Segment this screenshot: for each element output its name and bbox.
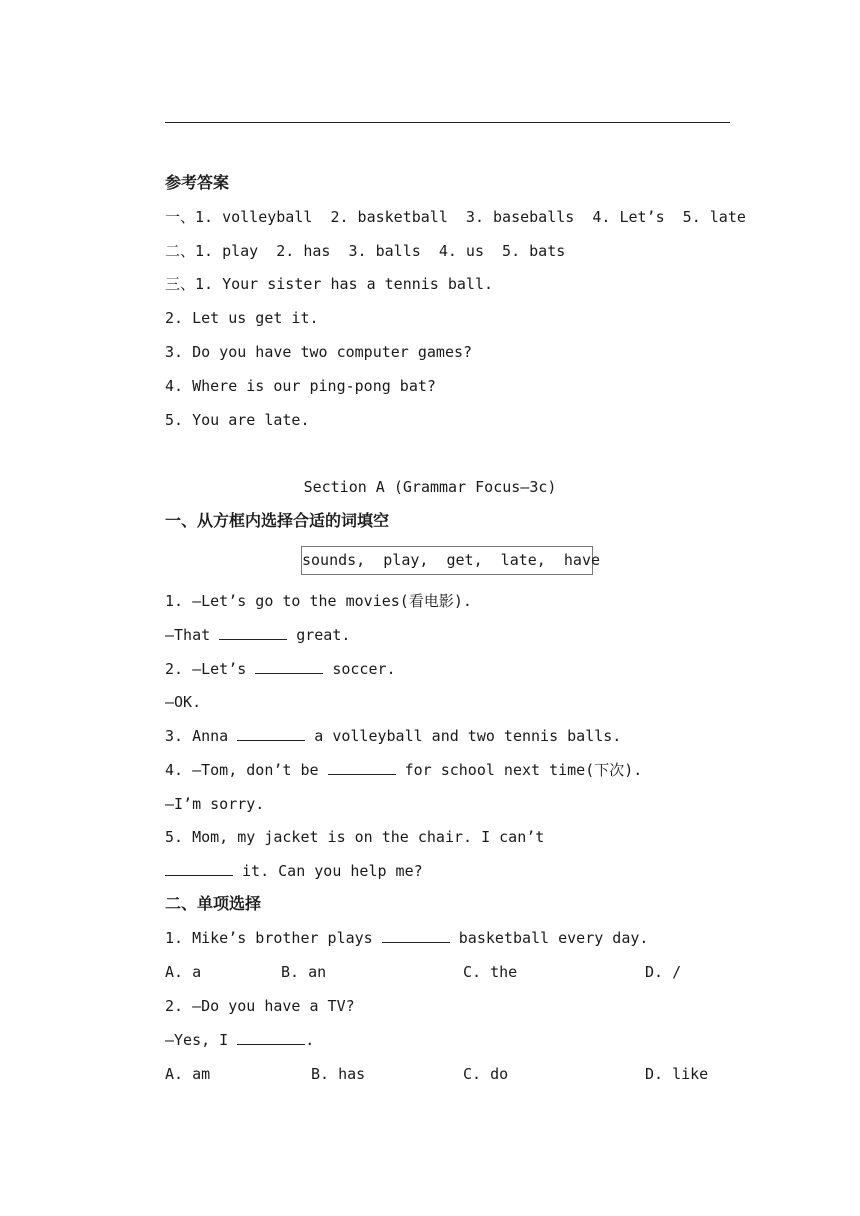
q2-option-a: A. am (165, 1065, 211, 1083)
answer-line-6: 4. Where is our ping-pong bat? (165, 377, 436, 395)
answer-blank (382, 928, 450, 943)
part1-q1a: 1. —Let’s go to the movies(看电影). (165, 592, 472, 610)
part1-q4b: —I’m sorry. (165, 795, 265, 813)
answer-blank (237, 726, 305, 741)
q1-option-d: D. / (645, 963, 682, 981)
part2-heading: 二、单项选择 (165, 894, 262, 913)
word-box: sounds, play, get, late, have (301, 546, 593, 575)
part1-q1b: —That great. (165, 626, 351, 644)
part1-q4a: 4. —Tom, don’t be for school next time(下次). (165, 761, 643, 779)
q1-option-b: B. an (281, 963, 327, 981)
answer-line-4: 2. Let us get it. (165, 309, 319, 327)
part2-q2a: 2. —Do you have a TV? (165, 997, 355, 1015)
answer-blank (237, 1030, 305, 1045)
part1-q3: 3. Anna a volleyball and two tennis balls. (165, 727, 622, 745)
q1-option-c: C. the (463, 963, 518, 981)
answer-line-2: 二、1. play 2. has 3. balls 4. us 5. bats (165, 242, 566, 260)
answer-blank (255, 659, 323, 674)
answer-line-1: 一、1. volleyball 2. basketball 3. baseballs 4. Let’s 5. late (165, 208, 746, 226)
part2-q1: 1. Mike’s brother plays basketball every day. (165, 929, 649, 947)
q2-option-b: B. has (311, 1065, 366, 1083)
header-rule (165, 122, 730, 123)
part1-q2a: 2. —Let’s soccer. (165, 660, 396, 678)
answer-blank (165, 861, 233, 876)
q2-option-c: C. do (463, 1065, 509, 1083)
answer-line-5: 3. Do you have two computer games? (165, 343, 473, 361)
answer-line-7: 5. You are late. (165, 411, 310, 429)
answers-heading: 参考答案 (165, 173, 230, 192)
q1-option-a: A. a (165, 963, 202, 981)
part1-q2b: —OK. (165, 693, 202, 711)
answer-line-3: 三、1. Your sister has a tennis ball. (165, 275, 494, 293)
q2-option-d: D. like (645, 1065, 709, 1083)
answer-blank (219, 625, 287, 640)
part1-heading: 一、从方框内选择合适的词填空 (165, 511, 390, 530)
section-title: Section A (Grammar Focus—3c) (303, 478, 557, 496)
part1-q5a: 5. Mom, my jacket is on the chair. I can’t (165, 828, 545, 846)
answer-blank (328, 760, 396, 775)
part2-q2b: —Yes, I . (165, 1031, 315, 1049)
part1-q5b: it. Can you help me? (165, 861, 423, 881)
